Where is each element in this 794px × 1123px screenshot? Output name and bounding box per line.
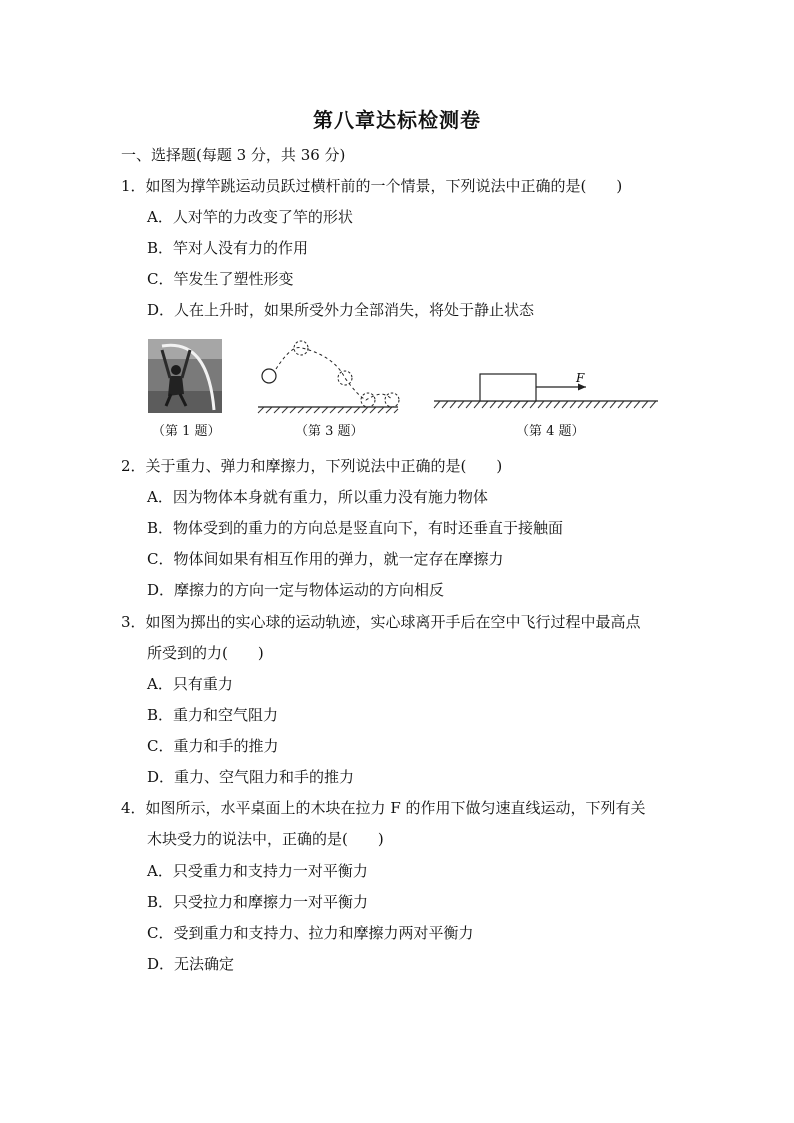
- question-1-option-d: D．人在上升时，如果所受外力全部消失，将处于静止状态: [147, 301, 535, 319]
- question-2-text: 2．关于重力、弹力和摩擦力，下列说法中正确的是( ): [121, 457, 503, 475]
- question-2-option-c: C．物体间如果有相互作用的弹力，就一定存在摩擦力: [147, 550, 504, 568]
- question-4-option-a: A．只受重力和支持力一对平衡力: [147, 862, 368, 880]
- question-4-text-cont: 木块受力的说法中，正确的是( ): [147, 830, 384, 848]
- page-title: 第八章达标检测卷: [313, 108, 481, 132]
- question-2-option-a: A．因为物体本身就有重力，所以重力没有施力物体: [147, 488, 488, 506]
- question-2-option-b: B．物体受到的重力的方向总是竖直向下，有时还垂直于接触面: [147, 519, 564, 537]
- question-4-option-d: D．无法确定: [147, 955, 235, 973]
- question-2-option-d: D．摩擦力的方向一定与物体运动的方向相反: [147, 581, 445, 599]
- figures-row: [0, 336, 794, 446]
- figure-1-pole-vault-photo: [148, 339, 222, 413]
- figure-4-caption: （第 4 题）: [516, 424, 585, 439]
- figure-3-ball-trajectory: [258, 341, 399, 413]
- question-3-text-cont: 所受到的力( ): [147, 644, 264, 662]
- question-4-option-c: C．受到重力和支持力、拉力和摩擦力两对平衡力: [147, 924, 474, 942]
- figure-4-block-on-table: [434, 371, 658, 408]
- figure-1-caption: （第 1 题）: [152, 424, 221, 439]
- question-1-option-c: C．竿发生了塑性形变: [147, 270, 294, 288]
- question-1-option-a: A．人对竿的力改变了竿的形状: [147, 208, 353, 226]
- question-4-text: 4．如图所示，水平桌面上的木块在拉力 F 的作用下做匀速直线运动，下列有关: [121, 799, 646, 817]
- question-3-text: 3．如图为掷出的实心球的运动轨迹，实心球离开手后在空中飞行过程中最高点: [121, 613, 641, 631]
- question-3-option-b: B．重力和空气阻力: [147, 706, 279, 724]
- figure-3-caption: （第 3 题）: [295, 424, 364, 439]
- question-4-option-b: B．只受拉力和摩擦力一对平衡力: [147, 893, 369, 911]
- section-heading: 一、选择题(每题 3 分，共 36 分): [121, 146, 346, 164]
- force-f-label: F: [576, 371, 585, 385]
- question-3-option-a: A．只有重力: [147, 675, 233, 693]
- question-3-option-d: D．重力、空气阻力和手的推力: [147, 768, 355, 786]
- question-1-text: 1．如图为撑竿跳运动员跃过横杆前的一个情景，下列说法中正确的是( ): [121, 177, 623, 195]
- question-1-option-b: B．竿对人没有力的作用: [147, 239, 309, 257]
- question-3-option-c: C．重力和手的推力: [147, 737, 279, 755]
